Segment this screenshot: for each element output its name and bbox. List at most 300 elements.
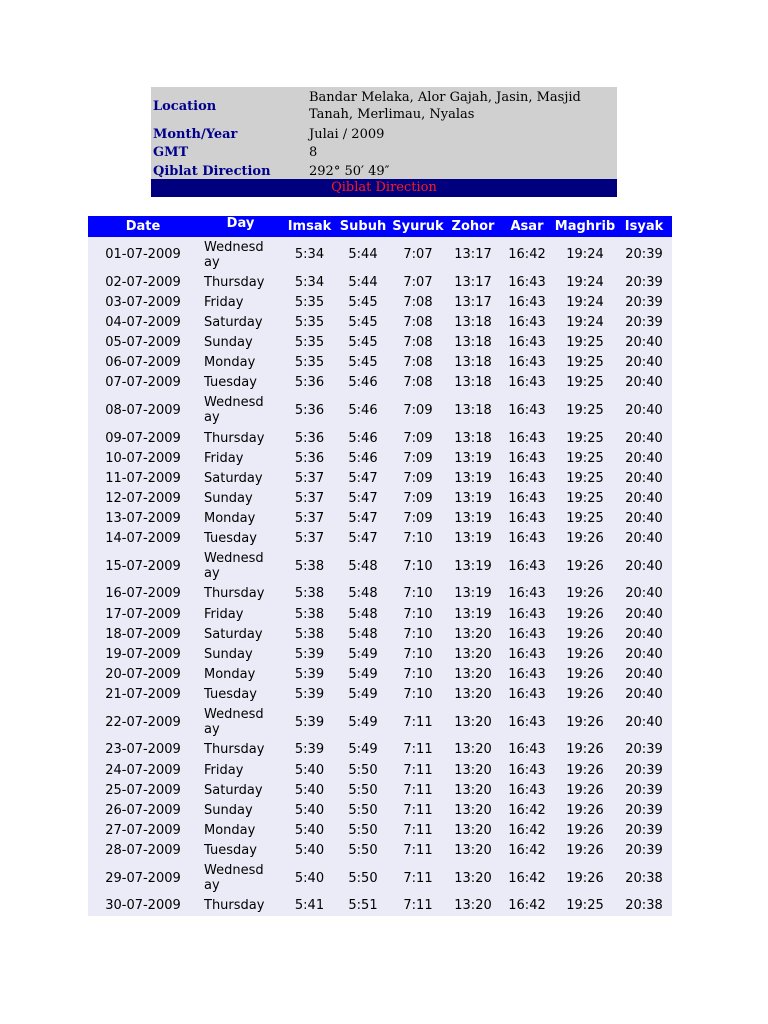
subuh-cell: 5:46 [348, 402, 378, 418]
isyak-cell: 20:40 [625, 667, 663, 683]
zohor-cell: 13:18 [454, 314, 492, 330]
day-cell [198, 315, 283, 330]
prayer-times-table [88, 216, 672, 916]
isyak-cell: 20:39 [625, 802, 663, 818]
day-cell [198, 586, 283, 601]
qiblat-direction-row [151, 162, 617, 181]
day-label: Wednesday [204, 707, 264, 738]
day-label: Sunday [204, 490, 253, 506]
table-body [88, 237, 672, 916]
subuh-cell: 5:45 [348, 355, 378, 371]
day-label: Friday [204, 450, 244, 466]
subuh-cell: 5:46 [348, 450, 378, 466]
month-year-row [151, 125, 617, 144]
table-row [88, 509, 672, 529]
imsak-cell: 5:40 [294, 782, 325, 798]
subuh-cell: 5:47 [348, 511, 378, 527]
date-cell: 01-07-2009 [105, 247, 181, 262]
asar-cell: 16:43 [508, 586, 546, 602]
asar-cell: 16:43 [508, 294, 546, 310]
subuh-cell: 5:45 [348, 314, 378, 330]
subuh-cell: 5:47 [348, 470, 378, 486]
table-row [88, 272, 672, 292]
day-label: Monday [204, 667, 256, 683]
zohor-cell: 13:18 [454, 375, 492, 391]
imsak-cell: 5:37 [294, 531, 325, 547]
maghrib-cell: 19:25 [566, 355, 604, 371]
maghrib-cell: 19:25 [566, 470, 604, 486]
maghrib-cell: 19:26 [566, 558, 604, 574]
syuruk-cell: 7:08 [403, 355, 433, 371]
zohor-cell: 13:20 [454, 823, 492, 839]
maghrib-cell: 19:25 [566, 402, 604, 418]
asar-cell: 16:42 [508, 802, 546, 818]
subuh-cell: 5:50 [348, 782, 378, 798]
day-cell [198, 395, 283, 425]
zohor-cell: 13:20 [454, 646, 492, 662]
date-cell: 15-07-2009 [105, 558, 181, 574]
maghrib-cell: 19:26 [566, 531, 604, 547]
table-row [88, 705, 672, 740]
day-label: Thursday [204, 274, 265, 290]
maghrib-cell: 19:26 [566, 762, 604, 778]
subuh-cell: 5:49 [348, 687, 378, 703]
zohor-cell: 13:19 [454, 606, 492, 622]
asar-cell: 16:43 [508, 355, 546, 371]
header-date: Date [125, 219, 161, 234]
subuh-cell: 5:48 [348, 586, 378, 602]
subuh-cell: 5:45 [348, 335, 378, 351]
table-row [88, 896, 672, 916]
day-label: Friday [204, 294, 244, 310]
day-label: Thursday [204, 586, 265, 602]
zohor-cell: 13:20 [454, 843, 492, 859]
zohor-cell: 13:17 [454, 294, 492, 310]
location-row [151, 87, 617, 125]
zohor-cell: 13:20 [454, 802, 492, 818]
isyak-cell: 20:40 [625, 606, 663, 622]
zohor-cell: 13:18 [454, 335, 492, 351]
gmt-row [151, 144, 617, 163]
day-label: Sunday [204, 335, 253, 351]
asar-cell: 16:42 [508, 247, 546, 262]
zohor-cell: 13:20 [454, 714, 492, 730]
qiblat-direction-link[interactable]: Qiblat Direction [151, 179, 617, 197]
maghrib-cell: 19:26 [566, 782, 604, 798]
asar-cell: 16:43 [508, 782, 546, 798]
table-row [88, 373, 672, 393]
imsak-cell: 5:40 [294, 870, 325, 886]
table-row [88, 861, 672, 896]
table-row [88, 292, 672, 312]
date-cell: 11-07-2009 [105, 470, 181, 486]
asar-cell: 16:42 [508, 823, 546, 839]
imsak-cell: 5:35 [294, 355, 325, 371]
isyak-cell: 20:40 [625, 626, 663, 642]
subuh-cell: 5:49 [348, 667, 378, 683]
table-row [88, 353, 672, 373]
syuruk-cell: 7:10 [403, 586, 433, 602]
day-cell [198, 275, 283, 290]
imsak-cell: 5:37 [294, 490, 325, 506]
day-label: Monday [204, 511, 256, 527]
asar-cell: 16:43 [508, 511, 546, 527]
maghrib-cell: 19:26 [566, 586, 604, 602]
subuh-cell: 5:48 [348, 558, 378, 574]
syuruk-cell: 7:11 [403, 898, 433, 914]
syuruk-cell: 7:10 [403, 687, 433, 703]
syuruk-cell: 7:09 [403, 511, 433, 527]
isyak-cell: 20:39 [625, 274, 663, 290]
imsak-cell: 5:35 [294, 335, 325, 351]
isyak-cell: 20:39 [625, 247, 663, 262]
maghrib-cell: 19:25 [566, 898, 604, 914]
day-label: Thursday [204, 430, 265, 446]
syuruk-cell: 7:10 [403, 667, 433, 683]
subuh-cell: 5:50 [348, 843, 378, 859]
table-row [88, 841, 672, 861]
zohor-cell: 13:19 [454, 531, 492, 547]
table-row [88, 428, 672, 448]
zohor-cell: 13:20 [454, 687, 492, 703]
date-cell: 27-07-2009 [105, 823, 181, 839]
isyak-cell: 20:40 [625, 375, 663, 391]
day-label: Sunday [204, 646, 253, 662]
date-cell: 29-07-2009 [105, 870, 181, 886]
day-cell [198, 375, 283, 390]
subuh-cell: 5:50 [348, 870, 378, 886]
table-row [88, 604, 672, 624]
table-row [88, 549, 672, 584]
day-label: Friday [204, 762, 244, 778]
asar-cell: 16:43 [508, 450, 546, 466]
date-cell: 28-07-2009 [105, 843, 181, 859]
asar-cell: 16:43 [508, 375, 546, 391]
syuruk-cell: 7:11 [403, 742, 433, 758]
imsak-cell: 5:40 [294, 762, 325, 778]
isyak-cell: 20:40 [625, 646, 663, 662]
gmt-label: GMT [153, 145, 189, 161]
day-cell [198, 431, 283, 446]
asar-cell: 16:42 [508, 870, 546, 886]
asar-cell: 16:43 [508, 430, 546, 446]
imsak-cell: 5:39 [294, 714, 325, 730]
maghrib-cell: 19:25 [566, 335, 604, 351]
day-label: Tuesday [204, 531, 257, 547]
table-row [88, 312, 672, 332]
isyak-cell: 20:40 [625, 490, 663, 506]
subuh-cell: 5:49 [348, 714, 378, 730]
maghrib-cell: 19:26 [566, 802, 604, 818]
maghrib-cell: 19:25 [566, 375, 604, 391]
day-cell [198, 898, 283, 913]
imsak-cell: 5:39 [294, 687, 325, 703]
isyak-cell: 20:39 [625, 823, 663, 839]
day-label: Saturday [204, 314, 263, 330]
imsak-cell: 5:38 [294, 558, 325, 574]
subuh-cell: 5:47 [348, 531, 378, 547]
maghrib-cell: 19:26 [566, 742, 604, 758]
imsak-cell: 5:38 [294, 626, 325, 642]
imsak-cell: 5:39 [294, 667, 325, 683]
date-cell: 26-07-2009 [105, 802, 181, 818]
subuh-cell: 5:44 [348, 247, 378, 262]
isyak-cell: 20:40 [625, 335, 663, 351]
syuruk-cell: 7:08 [403, 335, 433, 351]
imsak-cell: 5:36 [294, 430, 325, 446]
zohor-cell: 13:20 [454, 782, 492, 798]
table-row [88, 584, 672, 604]
maghrib-cell: 19:25 [566, 490, 604, 506]
isyak-cell: 20:39 [625, 742, 663, 758]
asar-cell: 16:43 [508, 470, 546, 486]
zohor-cell: 13:18 [454, 355, 492, 371]
date-cell: 14-07-2009 [105, 531, 181, 547]
zohor-cell: 13:18 [454, 430, 492, 446]
table-row [88, 237, 672, 272]
zohor-cell: 13:19 [454, 450, 492, 466]
maghrib-cell: 19:24 [566, 294, 604, 310]
imsak-cell: 5:36 [294, 375, 325, 391]
day-label: Saturday [204, 626, 263, 642]
maghrib-cell: 19:25 [566, 511, 604, 527]
maghrib-cell: 19:26 [566, 646, 604, 662]
isyak-cell: 20:40 [625, 531, 663, 547]
maghrib-cell: 19:26 [566, 667, 604, 683]
day-label: Friday [204, 606, 244, 622]
syuruk-cell: 7:09 [403, 450, 433, 466]
date-cell: 30-07-2009 [105, 898, 181, 914]
maghrib-cell: 19:26 [566, 823, 604, 839]
asar-cell: 16:43 [508, 626, 546, 642]
zohor-cell: 13:19 [454, 470, 492, 486]
imsak-cell: 5:38 [294, 606, 325, 622]
day-label: Sunday [204, 802, 253, 818]
syuruk-cell: 7:07 [403, 247, 433, 262]
subuh-cell: 5:50 [348, 802, 378, 818]
zohor-cell: 13:19 [454, 558, 492, 574]
location-info-panel [151, 87, 617, 181]
subuh-cell: 5:50 [348, 823, 378, 839]
imsak-cell: 5:36 [294, 450, 325, 466]
syuruk-cell: 7:11 [403, 802, 433, 818]
asar-cell: 16:43 [508, 490, 546, 506]
syuruk-cell: 7:11 [403, 823, 433, 839]
location-label: Location [153, 98, 217, 114]
imsak-cell: 5:40 [294, 823, 325, 839]
isyak-cell: 20:38 [625, 898, 663, 914]
table-row [88, 760, 672, 780]
qiblat-direction-label: Qiblat Direction [153, 163, 271, 179]
subuh-cell: 5:49 [348, 646, 378, 662]
maghrib-cell: 19:26 [566, 687, 604, 703]
day-cell [198, 687, 283, 702]
day-label: Tuesday [204, 843, 257, 859]
isyak-cell: 20:39 [625, 843, 663, 859]
day-cell [198, 295, 283, 310]
isyak-cell: 20:39 [625, 314, 663, 330]
asar-cell: 16:42 [508, 843, 546, 859]
subuh-cell: 5:47 [348, 490, 378, 506]
zohor-cell: 13:20 [454, 870, 492, 886]
asar-cell: 16:43 [508, 762, 546, 778]
imsak-cell: 5:35 [294, 294, 325, 310]
table-row [88, 529, 672, 549]
day-label: Saturday [204, 782, 263, 798]
zohor-cell: 13:20 [454, 898, 492, 914]
syuruk-cell: 7:09 [403, 470, 433, 486]
day-label: Monday [204, 823, 256, 839]
day-cell [198, 667, 283, 682]
table-row [88, 665, 672, 685]
maghrib-cell: 19:25 [566, 450, 604, 466]
gmt-value: 8 [309, 145, 318, 161]
date-cell: 24-07-2009 [105, 762, 181, 778]
syuruk-cell: 7:10 [403, 531, 433, 547]
maghrib-cell: 19:26 [566, 626, 604, 642]
qiblat-direction-value: 292° 50′ 49″ [309, 163, 390, 179]
date-cell: 09-07-2009 [105, 430, 181, 446]
header-maghrib: Maghrib [554, 219, 616, 234]
date-cell: 16-07-2009 [105, 586, 181, 602]
date-cell: 03-07-2009 [105, 294, 181, 310]
day-cell [198, 240, 283, 270]
date-cell: 06-07-2009 [105, 355, 181, 371]
asar-cell: 16:43 [508, 646, 546, 662]
isyak-cell: 20:40 [625, 687, 663, 703]
month-year-label: Month/Year [153, 126, 238, 142]
day-label: Wednesday [204, 395, 264, 426]
table-row [88, 820, 672, 840]
subuh-cell: 5:46 [348, 375, 378, 391]
maghrib-cell: 19:24 [566, 274, 604, 290]
syuruk-cell: 7:11 [403, 782, 433, 798]
header-zohor: Zohor [451, 219, 495, 234]
zohor-cell: 13:18 [454, 402, 492, 418]
maghrib-cell: 19:24 [566, 314, 604, 330]
syuruk-cell: 7:08 [403, 314, 433, 330]
day-label: Thursday [204, 742, 265, 758]
date-cell: 18-07-2009 [105, 626, 181, 642]
subuh-cell: 5:49 [348, 742, 378, 758]
isyak-cell: 20:40 [625, 714, 663, 730]
asar-cell: 16:43 [508, 402, 546, 418]
location-value: Bandar Melaka, Alor Gajah, Jasin, Masjid Tanah, Merlimau, Nyalas [309, 90, 581, 122]
syuruk-cell: 7:09 [403, 490, 433, 506]
maghrib-cell: 19:25 [566, 430, 604, 446]
subuh-cell: 5:44 [348, 274, 378, 290]
zohor-cell: 13:20 [454, 667, 492, 683]
day-cell [198, 783, 283, 798]
table-row [88, 332, 672, 352]
subuh-cell: 5:46 [348, 430, 378, 446]
asar-cell: 16:43 [508, 714, 546, 730]
maghrib-cell: 19:24 [566, 247, 604, 262]
header-day: Day [226, 216, 255, 231]
table-row [88, 740, 672, 760]
subuh-cell: 5:51 [348, 898, 378, 914]
day-cell [198, 627, 283, 642]
subuh-cell: 5:50 [348, 762, 378, 778]
day-cell [198, 335, 283, 350]
isyak-cell: 20:38 [625, 870, 663, 886]
imsak-cell: 5:40 [294, 802, 325, 818]
day-cell [198, 355, 283, 370]
imsak-cell: 5:34 [294, 247, 325, 262]
imsak-cell: 5:37 [294, 470, 325, 486]
day-label: Thursday [204, 898, 265, 914]
asar-cell: 16:43 [508, 335, 546, 351]
isyak-cell: 20:40 [625, 470, 663, 486]
syuruk-cell: 7:08 [403, 375, 433, 391]
header-subuh: Subuh [339, 219, 387, 234]
date-cell: 25-07-2009 [105, 782, 181, 798]
syuruk-cell: 7:11 [403, 870, 433, 886]
header-imsak: Imsak [287, 219, 332, 234]
zohor-cell: 13:20 [454, 626, 492, 642]
day-label: Tuesday [204, 687, 257, 703]
day-cell [198, 742, 283, 757]
date-cell: 04-07-2009 [105, 314, 181, 330]
syuruk-cell: 7:09 [403, 402, 433, 418]
day-cell [198, 551, 283, 581]
asar-cell: 16:43 [508, 742, 546, 758]
table-row [88, 780, 672, 800]
date-cell: 19-07-2009 [105, 646, 181, 662]
zohor-cell: 13:20 [454, 762, 492, 778]
imsak-cell: 5:39 [294, 646, 325, 662]
imsak-cell: 5:35 [294, 314, 325, 330]
syuruk-cell: 7:09 [403, 430, 433, 446]
day-label: Wednesday [204, 551, 264, 582]
maghrib-cell: 19:26 [566, 870, 604, 886]
date-cell: 02-07-2009 [105, 274, 181, 290]
zohor-cell: 13:17 [454, 274, 492, 290]
date-cell: 05-07-2009 [105, 335, 181, 351]
syuruk-cell: 7:07 [403, 274, 433, 290]
day-cell [198, 511, 283, 526]
syuruk-cell: 7:10 [403, 558, 433, 574]
maghrib-cell: 19:26 [566, 606, 604, 622]
date-cell: 13-07-2009 [105, 511, 181, 527]
date-cell: 07-07-2009 [105, 375, 181, 391]
imsak-cell: 5:41 [294, 898, 325, 914]
day-cell [198, 647, 283, 662]
asar-cell: 16:43 [508, 606, 546, 622]
asar-cell: 16:43 [508, 667, 546, 683]
day-label: Monday [204, 355, 256, 371]
isyak-cell: 20:40 [625, 511, 663, 527]
isyak-cell: 20:40 [625, 355, 663, 371]
asar-cell: 16:43 [508, 274, 546, 290]
asar-cell: 16:43 [508, 687, 546, 703]
imsak-cell: 5:40 [294, 843, 325, 859]
asar-cell: 16:43 [508, 314, 546, 330]
isyak-cell: 20:39 [625, 762, 663, 778]
zohor-cell: 13:19 [454, 490, 492, 506]
table-row [88, 448, 672, 468]
subuh-cell: 5:48 [348, 606, 378, 622]
asar-cell: 16:42 [508, 898, 546, 914]
syuruk-cell: 7:10 [403, 646, 433, 662]
imsak-cell: 5:36 [294, 402, 325, 418]
asar-cell: 16:43 [508, 558, 546, 574]
imsak-cell: 5:38 [294, 586, 325, 602]
day-cell [198, 531, 283, 546]
imsak-cell: 5:34 [294, 274, 325, 290]
imsak-cell: 5:37 [294, 511, 325, 527]
header-syuruk: Syuruk [392, 219, 444, 234]
